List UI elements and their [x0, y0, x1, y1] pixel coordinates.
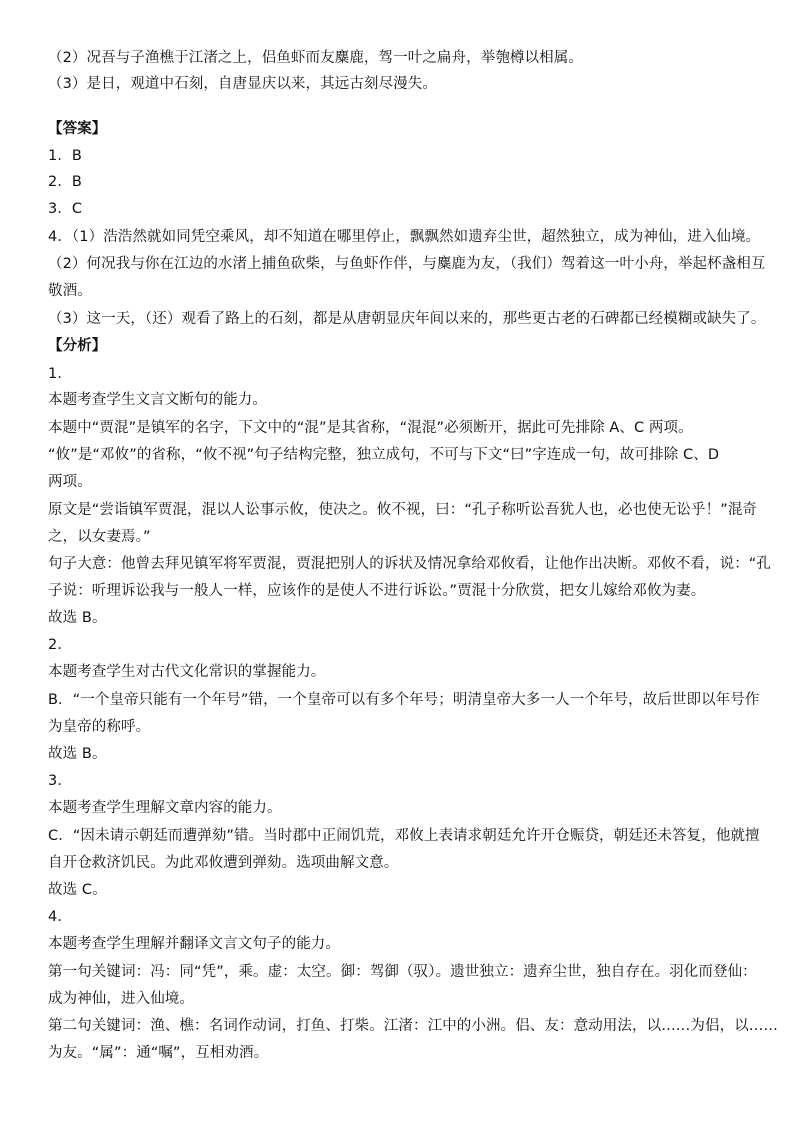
- analysis-1-text: 子说：听理诉讼我与一般人一样，应该作的是使人不进行诉讼。”贾混十分欣赏，把女儿嫁给邓攸为妻。: [48, 583, 706, 599]
- analysis-2-number: 2．: [48, 637, 72, 653]
- answer-4-part-1: 4．（1）浩浩然就如同凭空乘风，却不知道在哪里停止，飘飘然如遗弃尘世，超然独立，成为神仙，进入仙境。: [48, 229, 761, 245]
- analysis-1-text: 句子大意：他曾去拜见镇军将军贾混，贾混把别人的诉状及情况拿给邓攸看，让他作出决断。邓攸不看，说：“孔: [48, 556, 772, 572]
- analysis-3-conclusion: 故选 C。: [48, 882, 107, 898]
- analysis-1-text: 两项。: [48, 474, 92, 490]
- analysis-1-text: 之，以女妻焉。”: [48, 529, 151, 545]
- analysis-3-text: 自开仓救济饥民。为此邓攸遭到弹劾。选项曲解文意。: [48, 855, 399, 871]
- analysis-1-text: “攸”是“邓攸”的省称，“攸不视”句子结构完整，独立成句，不可与下文“曰”字连成一句，故可排除 C、D: [48, 447, 720, 463]
- answer-4-part-3: （3）这一天，（还）观看了路上的石刻，都是从唐朝显庆年间以来的，那些更古老的石碑都已经模糊或缺失了。: [48, 311, 766, 327]
- analysis-1-text: 本题考查学生文言文断句的能力。: [48, 392, 267, 408]
- analysis-4-text: 为友。“属”：通“嘱”，互相劝酒。: [48, 1045, 269, 1061]
- analysis-1-text: 本题中“贾混”是镇军的名字，下文中的“混”是其省称，“混混”必须断开，据此可先排除 A、C 两项。: [48, 420, 693, 436]
- analysis-2-conclusion: 故选 B。: [48, 746, 107, 762]
- analysis-4-text: 第二句关键词：渔、樵：名词作动词，打鱼、打柴。江渚：江中的小洲。侣、友：意动用法，以……为侣，以……: [48, 1018, 778, 1034]
- question-item-2: （2）况吾与子渔樵于江渚之上，侣鱼虾而友麋鹿，驾一叶之扁舟，举匏樽以相属。: [48, 50, 583, 66]
- question-item-3: （3）是日，观道中石刻，自唐显庆以来，其远古刻尽漫失。: [48, 76, 437, 92]
- analysis-1-number: 1．: [48, 366, 72, 382]
- analysis-1-conclusion: 故选 B。: [48, 610, 107, 626]
- analysis-4-text: 成为神仙，进入仙境。: [48, 991, 194, 1007]
- analysis-2-text: B．“一个皇帝只能有一个年号”错，一个皇帝可以有多个年号；明清皇帝大多一人一个年号，故后世即以年号作: [48, 692, 760, 708]
- analysis-3-text: 本题考查学生理解文章内容的能力。: [48, 800, 282, 816]
- answer-2: 2．B: [48, 174, 82, 190]
- analysis-2-text: 为皇帝的称呼。: [48, 719, 151, 735]
- analysis-3-text: C．“因未请示朝廷而遭弹劾”错。当时郡中正闹饥荒，邓攸上表请求朝廷允许开仓赈贷，朝廷还未答复，他就擅: [48, 828, 760, 844]
- analysis-4-number: 4．: [48, 909, 72, 925]
- answer-4-part-2: （2）何况我与你在江边的水渚上捕鱼砍柴，与鱼虾作伴，与麋鹿为友，（我们）驾着这一叶小舟，举起杯盏相互: [48, 256, 766, 272]
- analysis-3-number: 3．: [48, 773, 72, 789]
- analysis-heading: 【分析】: [48, 338, 107, 354]
- answer-3: 3．C: [48, 201, 83, 217]
- analysis-2-text: 本题考查学生对古代文化常识的掌握能力。: [48, 664, 326, 680]
- answer-heading: 【答案】: [48, 121, 107, 137]
- analysis-4-text: 本题考查学生理解并翻译文言文句子的能力。: [48, 936, 340, 952]
- analysis-1-text: 原文是“尝诣镇军贾混，混以人讼事示攸，使决之。攸不视，曰：“孔子称听讼吾犹人也，必也使无讼乎！”混奇: [48, 502, 758, 518]
- answer-4-part-2-cont: 敬酒。: [48, 283, 92, 299]
- analysis-4-text: 第一句关键词：冯：同“凭”，乘。虚：太空。御：驾御（驭）。遗世独立：遗弃尘世，独自存在。羽化而登仙：: [48, 964, 757, 980]
- answer-1: 1．B: [48, 148, 82, 164]
